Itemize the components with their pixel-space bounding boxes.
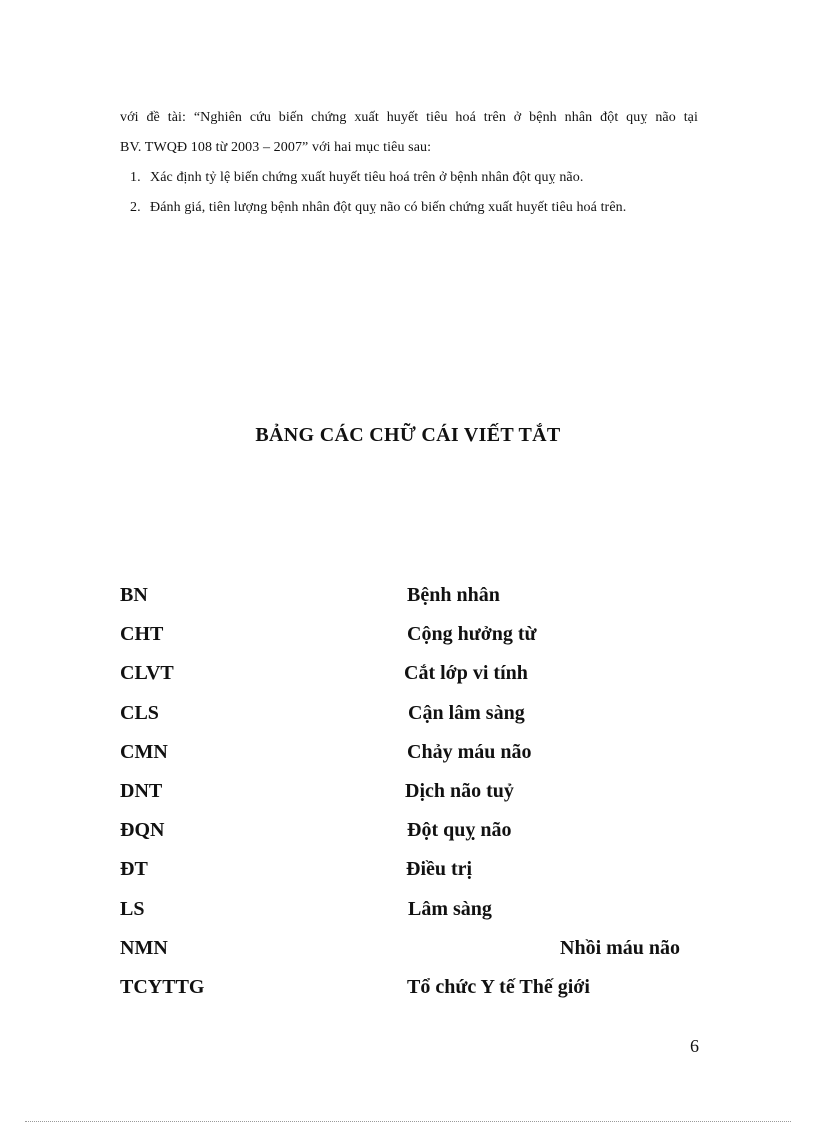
abbreviation: CLS (120, 701, 159, 724)
table-row (120, 972, 720, 1011)
abbreviation-meaning: Tổ chức Y tế Thế giới (407, 975, 590, 998)
abbreviation-meaning: Cắt lớp vi tính (404, 662, 528, 685)
intro-line-1: với đề tài: “Nghiên cứu biến chứng xuất huyết tiêu hoá trên ở bệnh nhân đột quỵ não tại (120, 110, 698, 125)
abbreviation: TCYTTG (120, 975, 205, 998)
objectives-list (120, 163, 698, 223)
page-title: BẢNG CÁC CHỮ CÁI VIẾT TẮT (255, 424, 561, 446)
abbreviation: CMN (120, 740, 168, 763)
table-row (120, 776, 720, 815)
abbreviation-meaning: Nhồi máu não (560, 936, 681, 959)
table-row (120, 658, 720, 697)
abbreviation-meaning: Cận lâm sàng (408, 701, 525, 724)
abbreviation-table (120, 580, 720, 1011)
abbreviation: ĐT (120, 858, 148, 881)
objective-number: 2. (130, 200, 141, 215)
abbreviation-meaning: Điều trị (406, 858, 473, 881)
objective-number: 1. (130, 170, 141, 185)
table-row (120, 894, 720, 933)
table-row (120, 698, 720, 737)
abbreviation: BN (120, 584, 148, 606)
abbreviation-meaning: Bệnh nhân (407, 584, 500, 606)
abbreviation: NMN (120, 936, 168, 959)
table-row (120, 933, 720, 972)
abbreviation: LS (120, 897, 145, 920)
table-row (120, 737, 720, 776)
abbreviation-meaning: Cộng hưởng từ (407, 623, 537, 646)
footer-divider (25, 1121, 791, 1122)
abbreviation-meaning: Chảy máu não (407, 740, 532, 763)
abbreviation: DNT (120, 779, 163, 802)
abbreviation: CLVT (120, 662, 174, 685)
objective-text: Xác định tỷ lệ biến chứng xuất huyết tiêu hoá trên ở bệnh nhân đột quỵ não. (150, 170, 584, 185)
intro-paragraph (120, 103, 698, 223)
objective-item-2 (120, 193, 698, 223)
abbreviation: CHT (120, 623, 164, 646)
objective-item-1 (120, 163, 698, 193)
abbreviation-meaning: Dịch não tuỷ (405, 779, 514, 802)
abbreviation-meaning: Đột quỵ não (407, 819, 512, 842)
abbreviation: ĐQN (120, 819, 165, 842)
intro-line-2: BV. TWQĐ 108 từ 2003 – 2007” với hai mục tiêu sau: (120, 140, 432, 155)
table-row (120, 580, 720, 619)
table-row (120, 854, 720, 893)
page-number: 6 (690, 1036, 699, 1056)
objective-text: Đánh giá, tiên lượng bệnh nhân đột quỵ não có biến chứng xuất huyết tiêu hoá trên. (150, 200, 627, 215)
table-row (120, 815, 720, 854)
abbreviation-meaning: Lâm sàng (408, 897, 492, 920)
table-row (120, 619, 720, 658)
